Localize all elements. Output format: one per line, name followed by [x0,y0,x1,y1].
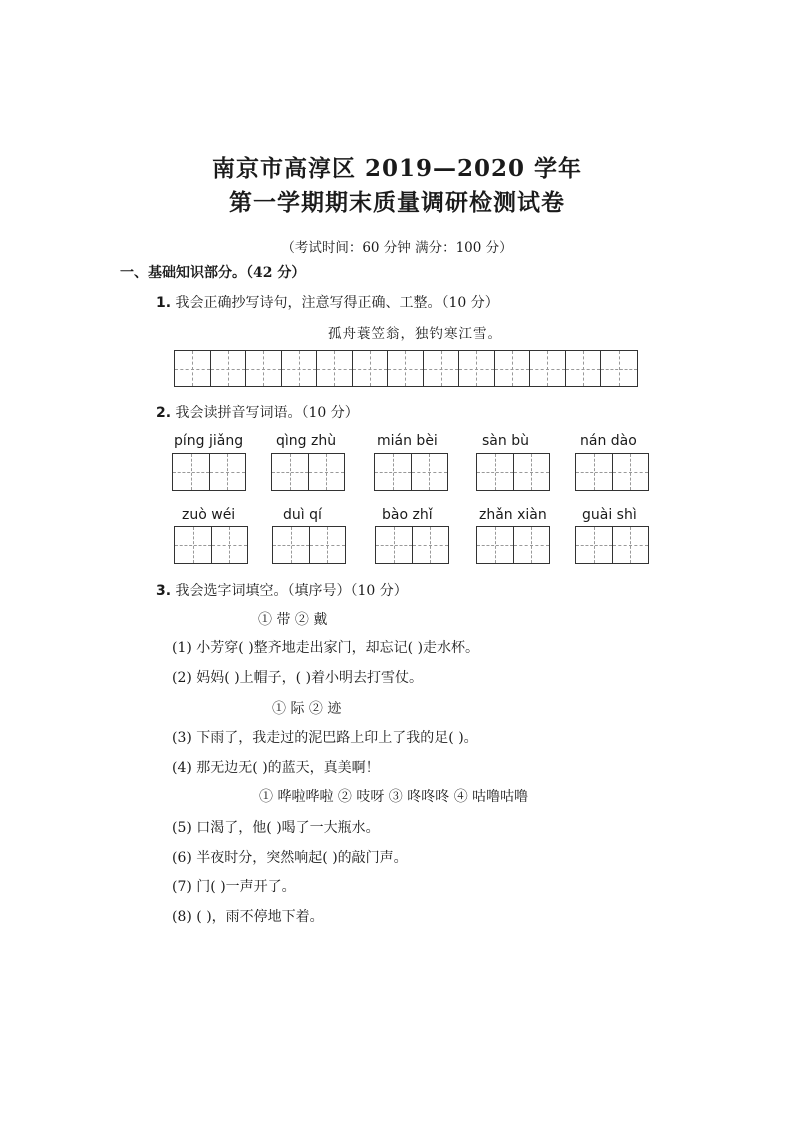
answer-box[interactable] [476,453,550,491]
section-1-title: 一、基础知识部分。（42 分） [120,265,306,281]
question-2-text: 我会读拼音写词语。（10 分） [175,405,359,421]
question-3-number: 3. [156,583,172,599]
answer-box[interactable] [374,453,448,491]
question-1 [156,292,499,312]
writing-cell[interactable] [175,351,211,386]
answer-box[interactable] [375,526,449,564]
pinyin-label: zuò wéi [182,507,236,523]
writing-cell[interactable] [388,351,424,386]
answer-box[interactable] [174,526,248,564]
exam-info: （考试时间：60 分钟 满分：100 分） [281,240,513,256]
pinyin-label: nán dào [580,433,637,449]
writing-cell[interactable] [566,351,602,386]
writing-cell[interactable] [246,351,282,386]
exam-title-line2: 第一学期期末质量调研检测试卷 [229,189,565,216]
exam-title-line1: 南京市高淳区 2019—2020 学年 [211,155,583,182]
fill-line-1: (1) 小芳穿( )整齐地走出家门，却忘记( )走水杯。 [172,640,480,656]
pinyin-label: sàn bù [482,433,529,449]
pinyin-label: duì qí [283,507,322,523]
poem-line: 孤舟蓑笠翁，独钓寒江雪。 [328,326,502,342]
pinyin-label: zhǎn xiàn [479,507,547,523]
question-2 [156,402,359,422]
fill-line-5: (5) 口渴了，他( )喝了一大瓶水。 [172,820,380,836]
options-group-2: ① 际 ② 迹 [272,701,342,717]
fill-line-7: (7) 门( )一声开了。 [172,879,296,895]
options-group-3: ① 哗啦哗啦 ② 吱呀 ③ 咚咚咚 ④ 咕噜咕噜 [259,789,529,805]
fill-line-3: (3) 下雨了，我走过的泥巴路上印上了我的足( )。 [172,730,478,746]
fill-line-8: (8) ( )，雨不停地下着。 [172,909,324,925]
writing-grid[interactable] [174,350,638,387]
answer-box[interactable] [575,453,649,491]
writing-cell[interactable] [424,351,460,386]
fill-line-4: (4) 那无边无( )的蓝天，真美啊！ [172,760,380,776]
pinyin-label: guài shì [582,507,637,523]
options-group-1: ① 带 ② 戴 [258,612,328,628]
answer-box[interactable] [271,453,345,491]
question-2-number: 2. [156,405,172,421]
answer-box[interactable] [476,526,550,564]
writing-cell[interactable] [601,351,637,386]
answer-box[interactable] [575,526,649,564]
pinyin-label: bào zhǐ [382,507,433,523]
question-1-number: 1. [156,295,172,311]
writing-cell[interactable] [459,351,495,386]
writing-cell[interactable] [317,351,353,386]
pinyin-label: mián bèi [377,433,438,449]
answer-box[interactable] [272,526,346,564]
writing-cell[interactable] [530,351,566,386]
writing-cell[interactable] [353,351,389,386]
fill-line-6: (6) 半夜时分，突然响起( )的敲门声。 [172,850,408,866]
writing-cell[interactable] [282,351,318,386]
question-1-text: 我会正确抄写诗句，注意写得正确、工整。（10 分） [175,295,499,311]
writing-cell[interactable] [495,351,531,386]
pinyin-label: píng jiǎng [174,433,244,449]
writing-cell[interactable] [211,351,247,386]
question-3 [156,580,408,600]
fill-line-2: (2) 妈妈( )上帽子，( )着小明去打雪仗。 [172,670,424,686]
pinyin-label: qìng zhù [276,433,337,449]
answer-box[interactable] [172,453,246,491]
question-3-text: 我会选字词填空。（填序号）（10 分） [175,583,408,599]
